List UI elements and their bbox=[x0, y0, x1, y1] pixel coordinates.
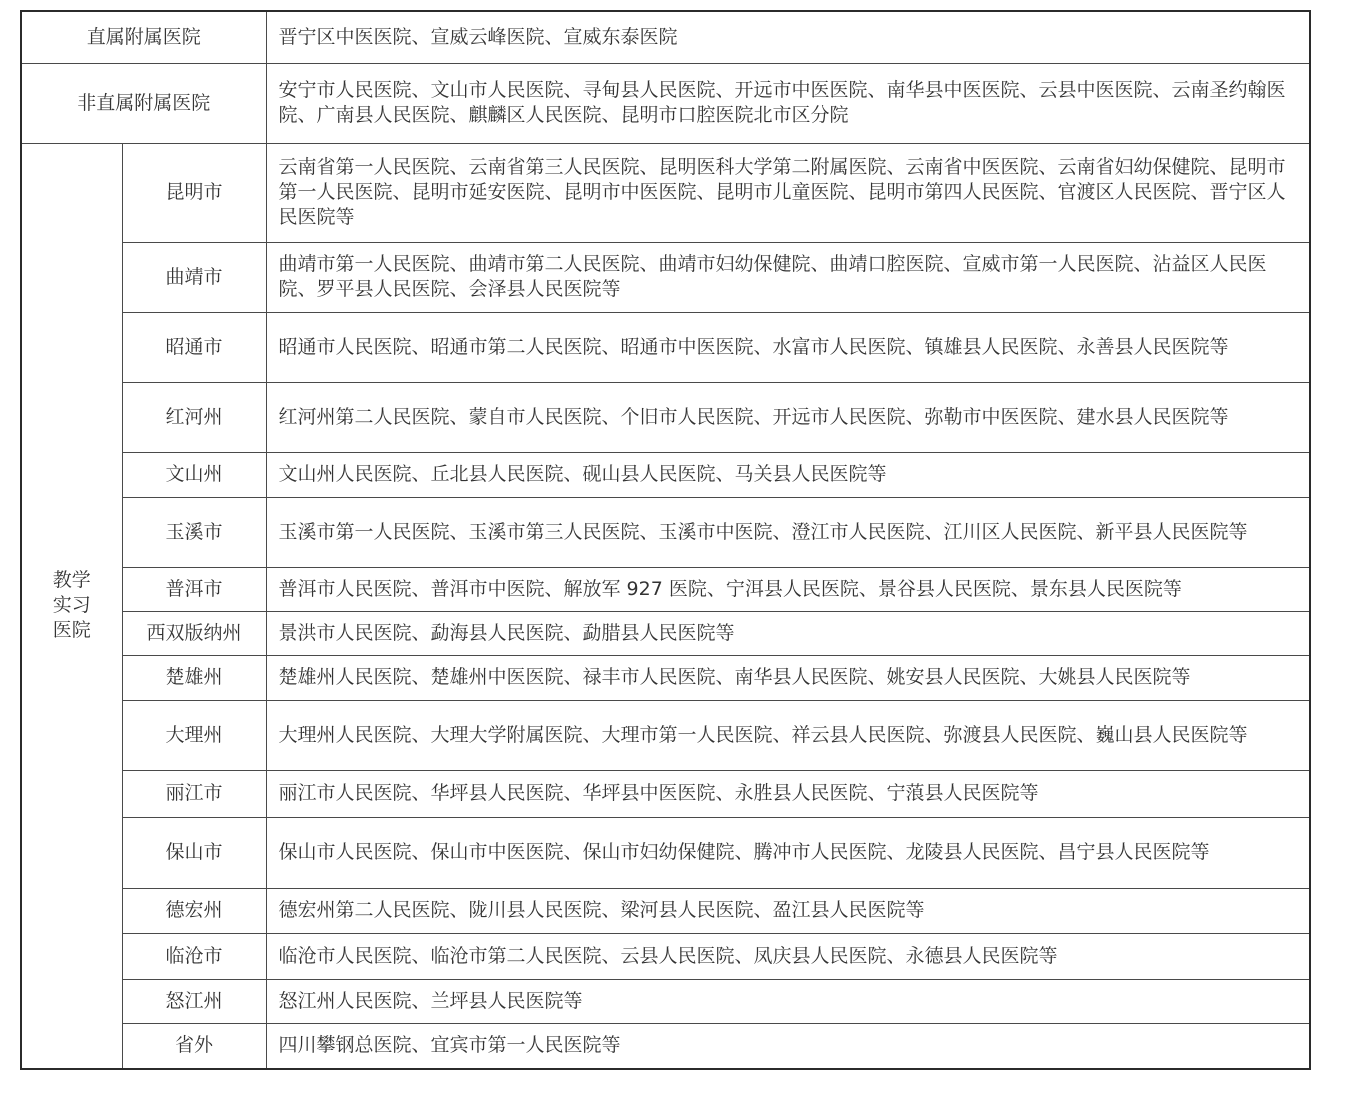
table-row bbox=[21, 143, 1310, 242]
table-row bbox=[21, 11, 1310, 63]
region-cell: 怒江州 bbox=[122, 979, 266, 1023]
hospital-list-cell: 怒江州人民医院、兰坪县人民医院等 bbox=[266, 979, 1310, 1023]
region-cell: 德宏州 bbox=[122, 888, 266, 933]
region-cell: 临沧市 bbox=[122, 933, 266, 979]
table-row bbox=[21, 655, 1310, 700]
table-row bbox=[21, 700, 1310, 770]
table-row bbox=[21, 1023, 1310, 1069]
region-cell: 丽江市 bbox=[122, 770, 266, 817]
table-row bbox=[21, 567, 1310, 611]
group-label-line: 教学 bbox=[52, 569, 91, 592]
category-cell: 直属附属医院 bbox=[21, 11, 266, 63]
hospital-list-cell: 丽江市人民医院、华坪县人民医院、华坪县中医医院、永胜县人民医院、宁蒗县人民医院等 bbox=[266, 770, 1310, 817]
table-row bbox=[21, 817, 1310, 888]
hospital-list-cell: 德宏州第二人民医院、陇川县人民医院、梁河县人民医院、盈江县人民医院等 bbox=[266, 888, 1310, 933]
table-row bbox=[21, 770, 1310, 817]
region-cell: 西双版纳州 bbox=[122, 611, 266, 655]
table-row bbox=[21, 452, 1310, 497]
hospital-list-cell: 昭通市人民医院、昭通市第二人民医院、昭通市中医医院、水富市人民医院、镇雄县人民医院、永善县人民医院等 bbox=[266, 312, 1310, 382]
hospital-list-cell: 楚雄州人民医院、楚雄州中医医院、禄丰市人民医院、南华县人民医院、姚安县人民医院、大姚县人民医院等 bbox=[266, 655, 1310, 700]
hospital-table bbox=[20, 10, 1311, 1070]
region-cell: 大理州 bbox=[122, 700, 266, 770]
hospital-list-cell: 景洪市人民医院、勐海县人民医院、勐腊县人民医院等 bbox=[266, 611, 1310, 655]
region-cell: 昭通市 bbox=[122, 312, 266, 382]
table-row bbox=[21, 312, 1310, 382]
table-row bbox=[21, 497, 1310, 567]
hospital-list-cell: 玉溪市第一人民医院、玉溪市第三人民医院、玉溪市中医院、澄江市人民医院、江川区人民医院、新平县人民医院等 bbox=[266, 497, 1310, 567]
table-row bbox=[21, 63, 1310, 143]
hospital-list-cell: 文山州人民医院、丘北县人民医院、砚山县人民医院、马关县人民医院等 bbox=[266, 452, 1310, 497]
teaching-group-label bbox=[21, 143, 122, 1069]
group-label-line: 医院 bbox=[52, 619, 91, 642]
group-label-line: 实习 bbox=[52, 594, 91, 617]
region-cell: 保山市 bbox=[122, 817, 266, 888]
hospital-list-cell: 晋宁区中医医院、宣威云峰医院、宣威东泰医院 bbox=[266, 11, 1310, 63]
hospital-list-cell: 四川攀钢总医院、宜宾市第一人民医院等 bbox=[266, 1023, 1310, 1069]
table-row bbox=[21, 382, 1310, 452]
region-cell: 楚雄州 bbox=[122, 655, 266, 700]
hospital-list-cell: 云南省第一人民医院、云南省第三人民医院、昆明医科大学第二附属医院、云南省中医医院、云南省妇幼保健院、昆明市第一人民医院、昆明市延安医院、昆明市中医医院、昆明市儿童医院、昆明市第四人民医院、官渡区人民医院、晋宁区人民医院等 bbox=[266, 143, 1310, 242]
region-cell: 文山州 bbox=[122, 452, 266, 497]
table-row bbox=[21, 242, 1310, 312]
region-cell: 昆明市 bbox=[122, 143, 266, 242]
hospital-list-cell: 红河州第二人民医院、蒙自市人民医院、个旧市人民医院、开远市人民医院、弥勒市中医医院、建水县人民医院等 bbox=[266, 382, 1310, 452]
table-row bbox=[21, 611, 1310, 655]
table-row bbox=[21, 979, 1310, 1023]
hospital-list-cell: 安宁市人民医院、文山市人民医院、寻甸县人民医院、开远市中医医院、南华县中医医院、云县中医医院、云南圣约翰医院、广南县人民医院、麒麟区人民医院、昆明市口腔医院北市区分院 bbox=[266, 63, 1310, 143]
region-cell: 曲靖市 bbox=[122, 242, 266, 312]
hospital-list-cell: 保山市人民医院、保山市中医医院、保山市妇幼保健院、腾冲市人民医院、龙陵县人民医院、昌宁县人民医院等 bbox=[266, 817, 1310, 888]
table-row bbox=[21, 933, 1310, 979]
hospital-list-cell: 大理州人民医院、大理大学附属医院、大理市第一人民医院、祥云县人民医院、弥渡县人民医院、巍山县人民医院等 bbox=[266, 700, 1310, 770]
hospital-list-cell: 曲靖市第一人民医院、曲靖市第二人民医院、曲靖市妇幼保健院、曲靖口腔医院、宣威市第一人民医院、沾益区人民医院、罗平县人民医院、会泽县人民医院等 bbox=[266, 242, 1310, 312]
region-cell: 红河州 bbox=[122, 382, 266, 452]
category-cell: 非直属附属医院 bbox=[21, 63, 266, 143]
hospital-list-cell: 普洱市人民医院、普洱市中医院、解放军 927 医院、宁洱县人民医院、景谷县人民医院、景东县人民医院等 bbox=[266, 567, 1310, 611]
hospital-list-cell: 临沧市人民医院、临沧市第二人民医院、云县人民医院、凤庆县人民医院、永德县人民医院等 bbox=[266, 933, 1310, 979]
region-cell: 普洱市 bbox=[122, 567, 266, 611]
table-row bbox=[21, 888, 1310, 933]
region-cell: 玉溪市 bbox=[122, 497, 266, 567]
region-cell: 省外 bbox=[122, 1023, 266, 1069]
